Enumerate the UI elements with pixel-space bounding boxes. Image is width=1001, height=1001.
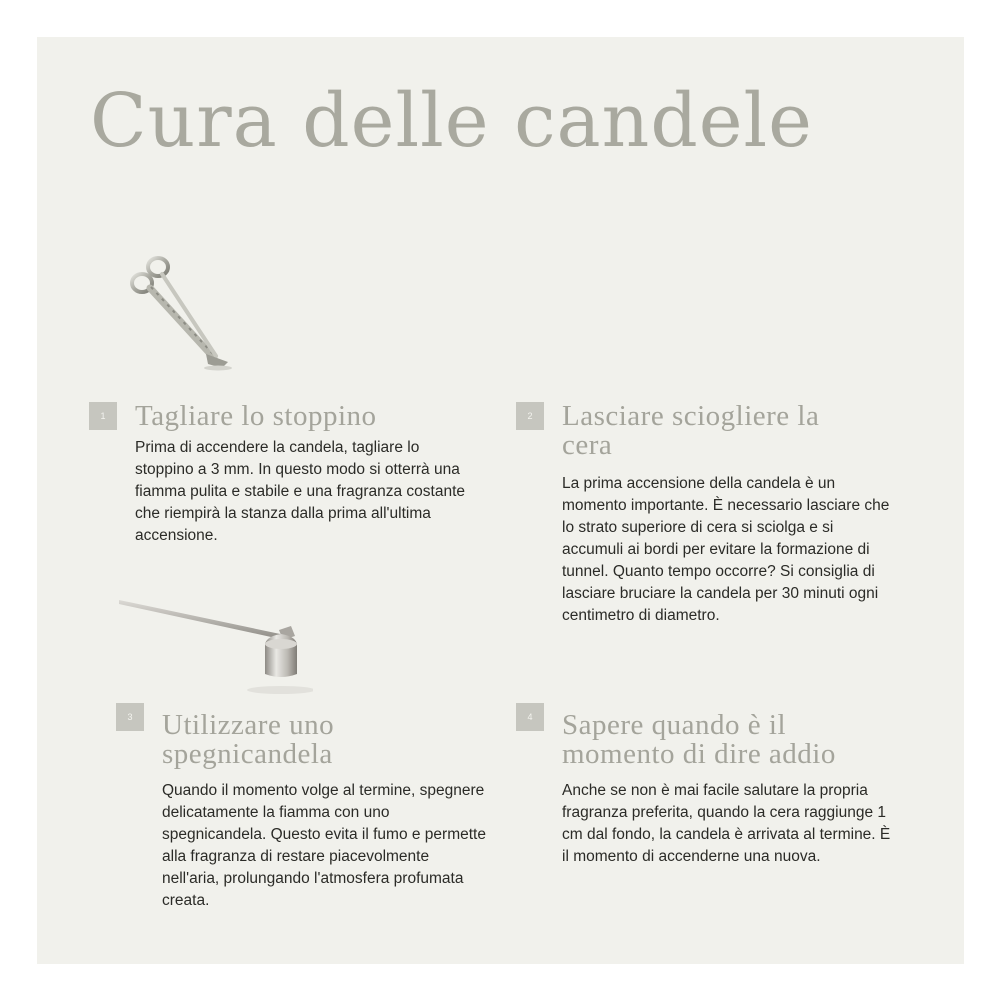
step-3-badge: 3 [116,703,144,731]
step-1-badge: 1 [89,402,117,430]
step-2-heading: Lasciare sciogliere la cera [562,400,820,461]
step-1-heading: Tagliare lo stoppino [135,400,377,432]
step-3-text: Quando il momento volge al termine, spegnere delicatamente la fiamma con uno spegnicandela. Questo evita il fumo e permette alla fragranza di restare piacevolmente nell'aria, prolungando l'atmosfera profumata creata. [162,782,486,909]
wick-trimmer-icon [122,250,242,372]
candle-snuffer-icon [113,590,313,700]
step-3-heading: Utilizzare uno spegnicandela [162,709,335,770]
step-2-text: La prima accensione della candela è un momento importante. È necessario lasciare che lo strato superiore di cera si sciolga e si accumuli ai bordi per evitare la formazione di tunnel. Quanto tempo occorre? Si consiglia di lasciare bruciare la candela per 30 minuti ogni centimetro di diametro. [562,475,890,624]
step-4-heading: Sapere quando è il momento di dire addio [562,709,836,770]
step-4-badge: 4 [516,703,544,731]
step-4-text: Anche se non è mai facile salutare la propria fragranza preferita, quando la cera raggiunge 1 cm dal fondo, la candela è arrivata al termine. È il momento di accenderne una nuova. [562,782,891,865]
step-1-text: Prima di accendere la candela, tagliare lo stoppino a 3 mm. In questo modo si otterrà una fiamma pulita e stabile e una fragranza costante che riempirà la stanza dalla prima all'ultima accensione. [135,439,465,544]
page-title: Cura delle candele [90,78,813,164]
step-2-badge: 2 [516,402,544,430]
